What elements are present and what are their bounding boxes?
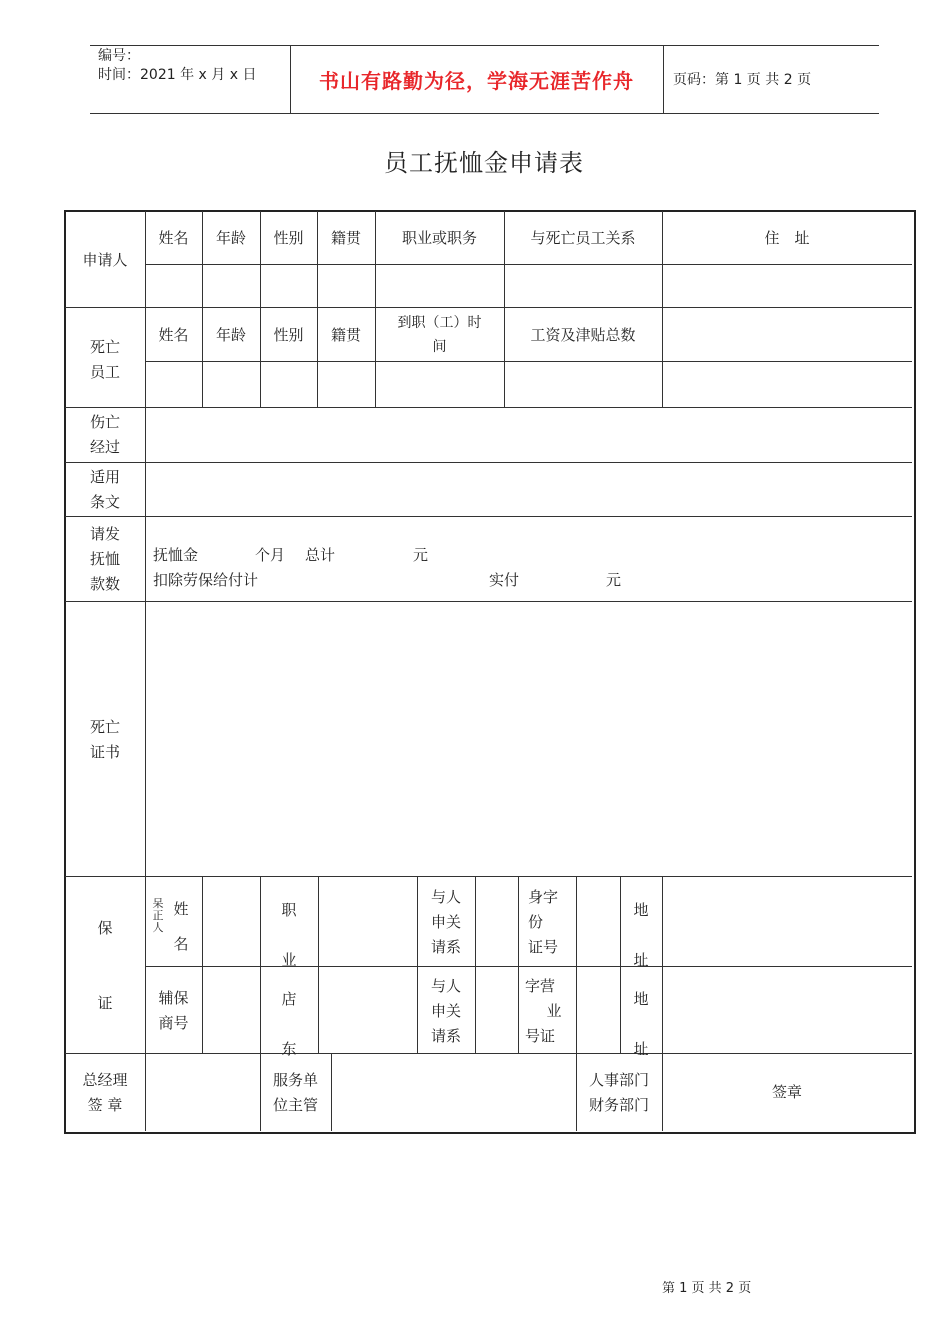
guarantor-name-label: 姓 名 — [173, 900, 189, 953]
deceased-extra-field[interactable] — [505, 362, 662, 407]
payment-pension-label: 抚恤金 — [153, 546, 199, 564]
shop-license-label: 字营 业 号证 — [524, 977, 562, 1045]
form-title: 员工抚恤金申请表 — [384, 149, 584, 177]
shop-relation-field[interactable] — [476, 967, 518, 1053]
applicant-occupation-field[interactable] — [376, 265, 504, 307]
guarantor-job-label: 职 业 — [281, 901, 297, 969]
shop-owner-field[interactable] — [319, 967, 417, 1053]
applicant-label: 申请人 — [82, 251, 128, 269]
unit-supervisor-field[interactable] — [332, 1054, 576, 1131]
shop-relation-label: 与人 申关 请系 — [430, 977, 461, 1045]
deceased-header-origin: 籍贯 — [330, 326, 361, 344]
injury-label: 伤亡 经过 — [89, 413, 120, 456]
deceased-age-field[interactable] — [203, 362, 260, 407]
payment-yuan-label-2: 元 — [606, 571, 622, 589]
deceased-header-gender: 性别 — [273, 326, 304, 344]
applicant-header-name: 姓名 — [158, 229, 189, 247]
applicant-age-field[interactable] — [203, 265, 260, 307]
guarantor-name-field[interactable] — [203, 877, 260, 966]
guarantee-label-2: 证 — [97, 994, 113, 1012]
motto: 书山有路勤为径，学海无涯苦作舟 — [319, 69, 634, 93]
deceased-header-age: 年龄 — [215, 326, 246, 344]
certificate-label: 死亡 证书 — [89, 718, 120, 761]
guarantor-id-field[interactable] — [577, 877, 620, 966]
shop-name-field[interactable] — [203, 967, 260, 1053]
deceased-header-name: 姓名 — [158, 326, 189, 344]
articles-field[interactable] — [146, 463, 912, 516]
deceased-origin-field[interactable] — [318, 362, 375, 407]
deceased-salary-field[interactable] — [663, 308, 912, 361]
payment-yuan-label-1: 元 — [413, 546, 429, 564]
guarantor-job-field[interactable] — [319, 877, 417, 966]
applicant-name-field[interactable] — [146, 265, 202, 307]
guarantee-label-1: 保 — [97, 919, 113, 937]
shop-address-label: 地 址 — [633, 990, 649, 1058]
applicant-header-address: 住 址 — [764, 229, 810, 247]
guarantor-relation-label: 与人 申关 请系 — [430, 888, 461, 956]
guarantor-address-field[interactable] — [663, 877, 912, 966]
injury-field[interactable] — [146, 408, 912, 462]
payment-actual-label: 实付 — [489, 571, 520, 589]
guarantor-relation-field[interactable] — [476, 877, 518, 966]
shop-address-field[interactable] — [663, 967, 912, 1053]
gm-signature-field[interactable] — [146, 1054, 260, 1131]
unit-supervisor-label: 服务单 位主管 — [272, 1071, 318, 1114]
page-footer: 第 1 页 共 2 页 — [662, 1281, 752, 1296]
deceased-name-field[interactable] — [146, 362, 202, 407]
deceased-label: 死亡 员工 — [89, 338, 120, 381]
deceased-gender-field[interactable] — [261, 362, 317, 407]
shop-owner-label: 店 东 — [281, 990, 297, 1058]
document-time-label: 时间：2021 年 x 月 x 日 — [98, 67, 257, 83]
seal-label: 签章 — [771, 1083, 802, 1101]
articles-label: 适用 条文 — [89, 468, 120, 511]
applicant-relation-field[interactable] — [505, 265, 662, 307]
deceased-hire-time-field[interactable] — [376, 362, 504, 407]
applicant-origin-field[interactable] — [318, 265, 375, 307]
applicant-header-origin: 籍贯 — [330, 229, 361, 247]
deceased-header-salary: 工资及津贴总数 — [530, 326, 636, 344]
certificate-field[interactable] — [146, 602, 912, 876]
guarantor-id-label: 身字 份 证号 — [528, 888, 559, 956]
applicant-gender-field[interactable] — [261, 265, 317, 307]
payment-label: 请发 抚恤 款数 — [89, 525, 120, 593]
payment-months-label: 个月 — [255, 546, 286, 564]
page-info: 页码：第 1 页 共 2 页 — [673, 72, 812, 88]
guarantor-small-label: 呆 正 人 — [152, 897, 164, 934]
applicant-header-relation: 与死亡员工关系 — [530, 229, 636, 247]
department-label: 人事部门 财务部门 — [588, 1071, 649, 1114]
payment-deduction-label: 扣除劳保给付计 — [153, 571, 259, 589]
document-number-label: 编号： — [98, 48, 140, 64]
gm-signature-label: 总经理 签 章 — [82, 1071, 128, 1114]
applicant-header-occupation: 职业或职务 — [401, 229, 477, 247]
shop-license-field[interactable] — [577, 967, 620, 1053]
deceased-extra-field-2[interactable] — [663, 362, 912, 407]
shop-guarantor-label: 辅保 商号 — [158, 989, 189, 1032]
applicant-address-field[interactable] — [663, 265, 912, 307]
guarantor-address-label: 地 址 — [633, 901, 649, 969]
payment-total-label: 总计 — [305, 546, 336, 564]
applicant-header-gender: 性别 — [273, 229, 304, 247]
deceased-header-hire-time: 到职（工）时 间 — [397, 315, 482, 355]
applicant-header-age: 年龄 — [215, 229, 246, 247]
